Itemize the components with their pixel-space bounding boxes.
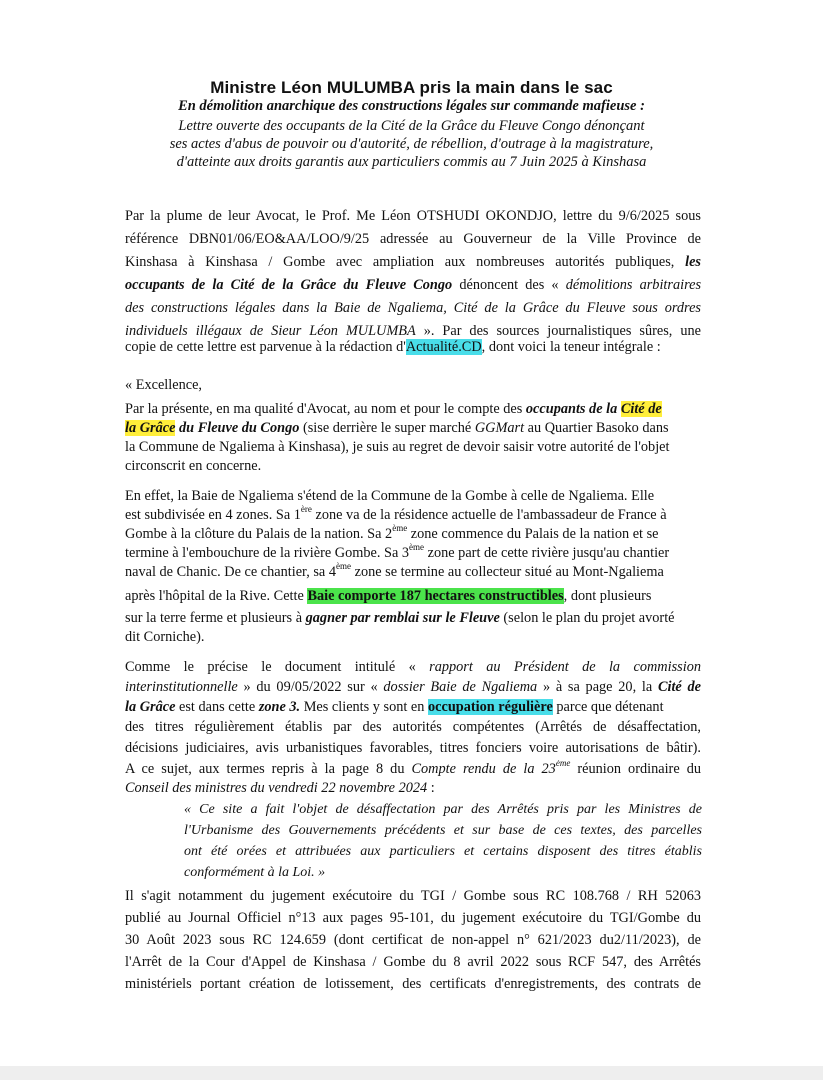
p4-line: l'Arrêt de la Cour d'Appel de Kinshasa / Gombe du 8 avril 2022 sous RCF 547, des Arrêtés <box>125 954 701 970</box>
p2-line: est subdivisée en 4 zones. Sa 1ère zone va de la résidence actuelle de l'ambassadeur de France à <box>125 504 667 523</box>
subtitle-script-line: Lettre ouverte des occupants de la Cité de la Grâce du Fleuve Congo dénonçant <box>178 118 645 134</box>
p4-line: Il s'agit notamment du jugement exécutoire du TGI / Gombe sous RC 108.768 / RH 52063 <box>125 888 701 904</box>
intro-line: occupants de la Cité de la Grâce du Fleuve Congo dénoncent des « démolitions arbitraires <box>125 277 701 293</box>
p3-line: Conseil des ministres du vendredi 22 novembre 2024 : <box>125 780 435 796</box>
p2-line: dit Corniche). <box>125 629 205 645</box>
p3-line: Comme le précise le document intitulé « rapport au Président de la commission <box>125 659 701 675</box>
page-title: Ministre Léon MULUMBA pris la main dans le sac <box>210 78 613 97</box>
source-link[interactable]: Actualité.CD <box>405 339 482 355</box>
salutation: « Excellence, <box>125 377 202 393</box>
p3-line: la Grâce est dans cette zone 3. Mes clients y sont en occupation régulière parce que détenant <box>125 699 664 715</box>
p2-line: après l'hôpital de la Rive. Cette Baie comporte 187 hectares constructibles, dont plusieurs <box>125 588 652 604</box>
intro-line: Kinshasa à Kinshasa / Gombe avec ampliation aux nombreuses autorités publiques, les <box>125 254 701 270</box>
intro-line: Par la plume de leur Avocat, le Prof. Me Léon OTSHUDI OKONDJO, lettre du 9/6/2025 sous <box>125 208 701 224</box>
p4-line: 30 Août 2023 sous RC 124.659 (dont certificat de non-appel n° 621/2023 du2/11/2023), de <box>125 932 701 948</box>
intro-line: référence DBN01/06/EO&AA/LOO/9/25 adressée au Gouverneur de la Ville Province de <box>125 231 701 247</box>
subtitle-script-line: d'atteinte aux droits garantis aux particuliers commis au 7 Juin 2025 à Kinshasa <box>176 154 647 170</box>
p1-line: la Grâce du Fleuve du Congo (sise derrière le super marché GGMart au Quartier Basoko dans <box>125 420 669 436</box>
p1-line: la Commune de Ngaliema à Kinshasa), je suis au regret de devoir saisir votre autorité de l'objet <box>125 439 670 455</box>
p2-line: termine à l'embouchure de la rivière Gombe. Sa 3ème zone part de cette rivière jusqu'au chantier <box>125 542 670 561</box>
intro-line: individuels illégaux de Sieur Léon MULUMBA ». Par des sources journalistiques sûres, une <box>125 323 701 339</box>
intro-line: des constructions légales dans la Baie de Ngaliema, Cité de la Grâce du Fleuve sous ordres <box>125 300 701 316</box>
quote-line: ont été orées et attribuées aux particuliers et certains disposent des titres établis <box>184 844 702 859</box>
quote-line: conformément à la Loi. » <box>184 865 326 880</box>
p2-line: En effet, la Baie de Ngaliema s'étend de la Commune de la Gombe à celle de Ngaliema. Elle <box>125 488 655 504</box>
p3-line: interinstitutionnelle » du 09/05/2022 sur « dossier Baie de Ngaliema » à sa page 20, la Cité de <box>125 679 701 695</box>
p1-line: Par la présente, en ma qualité d'Avocat, au nom et pour le compte des occupants de la Cité de <box>125 401 662 417</box>
p1-line: circonscrit en concerne. <box>125 458 262 474</box>
p3-line: des titres régulièrement établis par des autorités compétentes (Arrêtés de désaffectation, <box>125 719 701 735</box>
p4-line: ministériels portant création de lotissement, des certificats d'enregistrements, des contrats de <box>125 976 701 992</box>
p2-line: naval de Chanic. De ce chantier, sa 4ème zone se termine au collecteur situé au Mont-Ngaliema <box>125 561 664 580</box>
quote-line: l'Urbanisme des Gouvernements précédents et sur base de ces textes, des parcelles <box>184 823 702 838</box>
subtitle-script-line: ses actes d'abus de pouvoir ou d'autorité, de rébellion, d'outrage à la magistrature, <box>169 136 654 152</box>
p3-line: décisions judiciaires, avis urbanistiques favorables, titres fonciers voire autorisations de bâtir). <box>125 740 701 756</box>
quote-line: « Ce site a fait l'objet de désaffectation par des Arrêtés pris par les Ministres de <box>184 802 702 817</box>
p4-line: publié au Journal Officiel n°13 aux pages 95-101, du jugement exécutoire du TGI/Gombe du <box>125 910 701 926</box>
p3-line: A ce sujet, aux termes repris à la page 8 du Compte rendu de la 23ème réunion ordinaire du <box>125 760 701 777</box>
page-bottom-edge <box>0 1066 823 1080</box>
intro-line: copie de cette lettre est parvenue à la rédaction d'Actualité.CD, dont voici la teneur intégrale : <box>125 339 661 355</box>
p2-line: sur la terre ferme et plusieurs à gagner par remblai sur le Fleuve (selon le plan du projet avorté <box>125 610 675 626</box>
subtitle: En démolition anarchique des constructions légales sur commande mafieuse : <box>178 98 645 114</box>
p2-line: Gombe à la clôture du Palais de la nation. Sa 2ème zone commence du Palais de la nation et se <box>125 523 659 542</box>
